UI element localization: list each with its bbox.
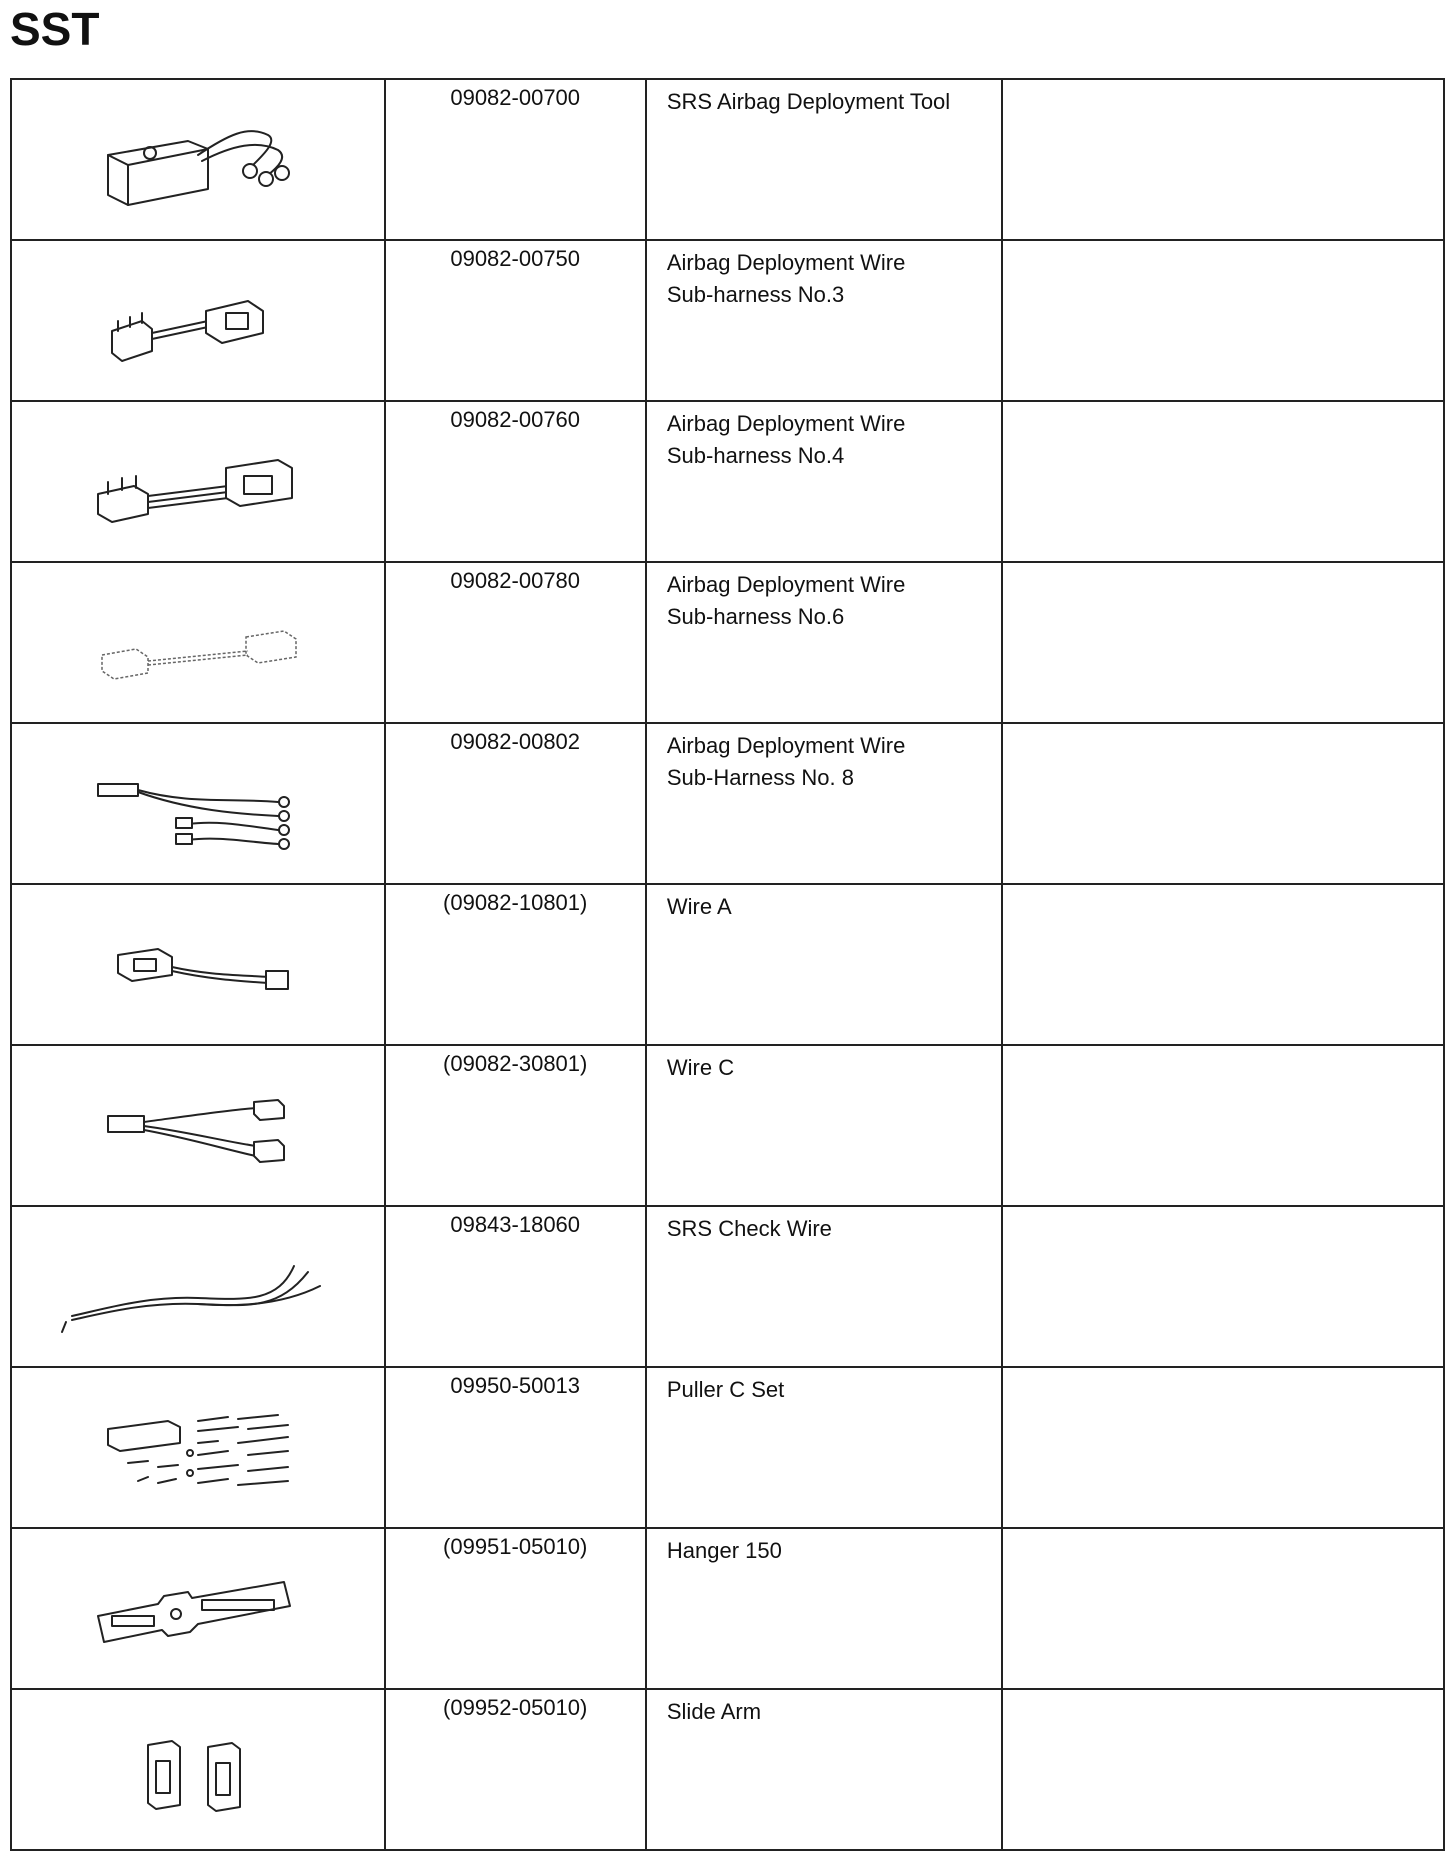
part-number-cell [385,884,646,1045]
part-number-cell [385,1367,646,1528]
table-row [11,1045,1444,1206]
tool-name-cell [646,240,1002,401]
wire-a-icon [88,915,308,1015]
tool-name-line: Slide Arm [666,1699,762,1724]
note-cell [1002,1045,1444,1206]
part-number: 09082-00700 [450,85,581,110]
tool-illustration-cell [11,1206,385,1367]
tool-name-cell [646,1689,1002,1850]
tool-name-cell [646,1206,1002,1367]
tool-name-cell [646,79,1002,240]
table-row [11,240,1444,401]
wire-c-icon [88,1076,308,1176]
part-number-cell [385,240,646,401]
tool-illustration-cell [11,1689,385,1850]
tool-illustration-cell [11,562,385,723]
tool-name-line: Hanger 150 [666,1538,782,1563]
tool-name-line: Wire C [666,1055,735,1080]
part-number: 09082-00802 [450,729,581,754]
part-number-cell [385,1045,646,1206]
note-cell [1002,723,1444,884]
tool-illustration-cell [11,240,385,401]
tool-illustration-cell [11,1528,385,1689]
deployment-tool-icon [78,105,318,215]
tool-illustration-cell [11,79,385,240]
hanger-icon [78,1554,318,1664]
note-cell [1002,240,1444,401]
part-number-cell [385,1206,646,1367]
tool-name-line: Sub-Harness No. 8 [666,765,854,790]
tool-illustration-cell [11,723,385,884]
tool-name-cell [646,401,1002,562]
table-row [11,1689,1444,1850]
part-number: 09082-00760 [450,407,581,432]
part-number-cell [385,562,646,723]
tool-name-line: Airbag Deployment Wire [666,411,906,436]
table-row [11,1528,1444,1689]
note-cell [1002,1528,1444,1689]
tool-name-cell [646,1528,1002,1689]
tool-illustration-cell [11,884,385,1045]
puller-set-icon [88,1393,308,1503]
part-number: (09082-30801) [443,1051,588,1076]
table-row [11,562,1444,723]
note-cell [1002,1206,1444,1367]
tool-name-line: Airbag Deployment Wire [666,250,906,275]
sub-harness-no6-icon [78,593,318,693]
tool-name-line: Airbag Deployment Wire [666,572,906,597]
note-cell [1002,79,1444,240]
tool-name-line: Sub-harness No.3 [666,282,845,307]
tool-name-line: Airbag Deployment Wire [666,733,906,758]
note-cell [1002,1689,1444,1850]
tool-name-cell [646,884,1002,1045]
tool-illustration-cell [11,401,385,562]
note-cell [1002,401,1444,562]
tool-illustration-cell [11,1045,385,1206]
part-number-cell [385,723,646,884]
part-number: (09951-05010) [443,1534,588,1559]
table-row [11,1367,1444,1528]
tool-name-line: Sub-harness No.4 [666,443,845,468]
part-number: (09952-05010) [443,1695,588,1720]
tool-name-line: Wire A [666,894,732,919]
part-number: 09843-18060 [450,1212,581,1237]
note-cell [1002,1367,1444,1528]
table-row [11,723,1444,884]
tool-name-line: SRS Airbag Deployment Tool [666,89,951,114]
sub-harness-no8-icon [78,754,318,854]
tool-illustration-cell [11,1367,385,1528]
note-cell [1002,884,1444,1045]
part-number: 09082-00780 [450,568,581,593]
tool-name-cell [646,1367,1002,1528]
tool-name-cell [646,1045,1002,1206]
tool-name-cell [646,562,1002,723]
check-wire-icon [48,1232,348,1342]
table-row [11,401,1444,562]
sst-table [10,78,1445,1851]
tool-name-cell [646,723,1002,884]
page-title: SST [10,3,100,55]
table-row [11,884,1444,1045]
table-row [11,79,1444,240]
sub-harness-no4-icon [78,432,318,532]
tool-name-line: Puller C Set [666,1377,785,1402]
part-number-cell [385,79,646,240]
part-number: (09082-10801) [443,890,588,915]
part-number: 09082-00750 [450,246,581,271]
part-number-cell [385,401,646,562]
slide-arm-icon [118,1715,278,1825]
note-cell [1002,562,1444,723]
tool-name-line: Sub-harness No.6 [666,604,845,629]
tool-name-line: SRS Check Wire [666,1216,832,1241]
part-number-cell [385,1528,646,1689]
table-row [11,1206,1444,1367]
part-number: 09950-50013 [450,1373,581,1398]
sub-harness-no3-icon [88,271,308,371]
part-number-cell [385,1689,646,1850]
